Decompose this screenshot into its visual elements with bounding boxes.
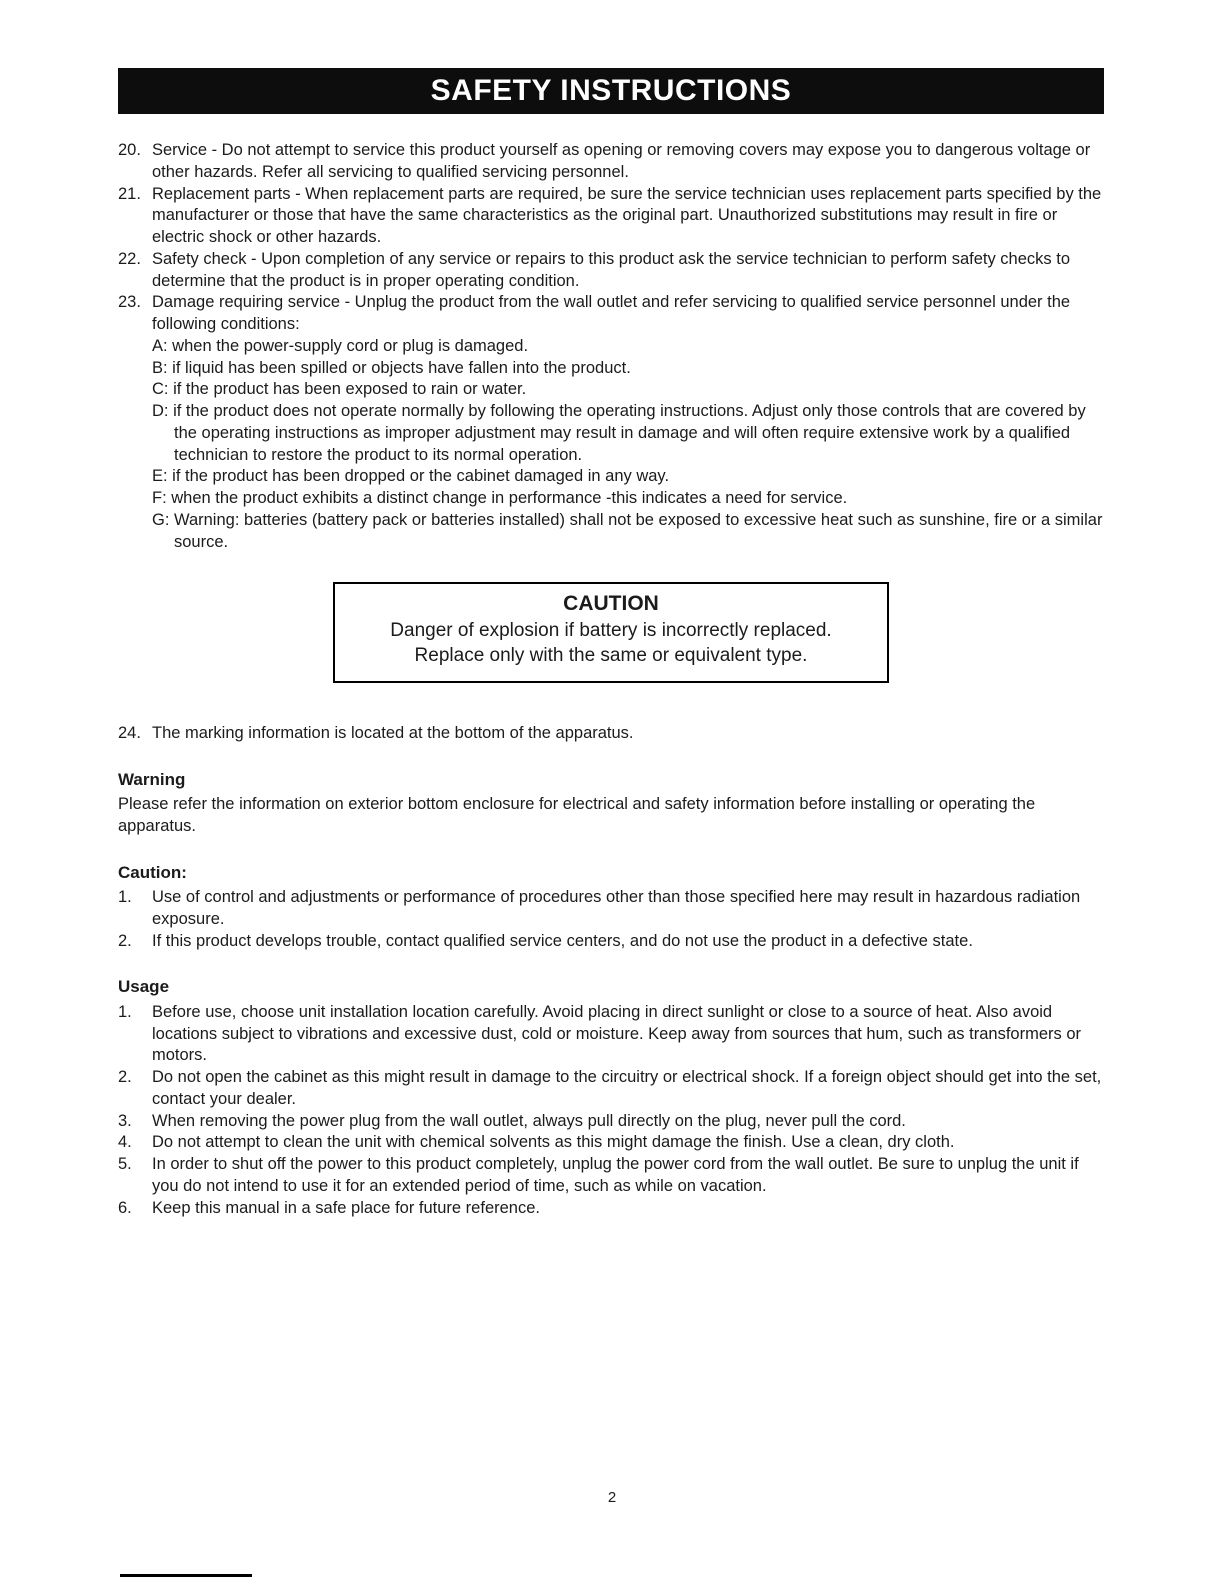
list-item-number: 1. [118, 888, 132, 906]
list-item-text: The marking information is located at the bottom of the apparatus. [152, 723, 634, 742]
list-item [118, 931, 1104, 953]
list-item [118, 184, 1104, 249]
list-item [118, 887, 1104, 931]
list-item-number: 6. [118, 1198, 132, 1217]
list-item-text: When removing the power plug from the wall outlet, always pull directly on the plug, never pull the cord. [152, 1111, 906, 1130]
caution-box-line-2: Replace only with the same or equivalent type. [414, 645, 808, 667]
list-item-number: 4. [118, 1133, 132, 1152]
list-item-number: 24. [118, 723, 141, 742]
list-item-text: Damage requiring service - Unplug the product from the wall outlet and refer servicing to qualified service personnel under the following conditions: [152, 293, 1071, 334]
sub-item: A: when the power-supply cord or plug is damaged. [152, 336, 529, 355]
list-item [118, 1067, 1104, 1111]
list-item-text: Keep this manual in a safe place for future reference. [152, 1198, 540, 1217]
sub-item: G: Warning: batteries (battery pack or batteries installed) shall not be exposed to excessive heat such as sunshine, fire or a similar source. [152, 511, 1103, 551]
list-item-number: 2. [118, 1068, 132, 1087]
sub-item: F: when the product exhibits a distinct change in performance -this indicates a need for service. [152, 489, 848, 508]
damage-service-conditions [152, 336, 1104, 554]
list-item [118, 140, 1104, 184]
list-item-text: Before use, choose unit installation location carefully. Avoid placing in direct sunlight or close to a source of heat. Also avoid locations subject to vibrations and excessive dust, cold or moisture. Keep away from sources that hum, such as transformers or motors. [152, 1002, 1082, 1065]
page-title-banner [118, 68, 1104, 114]
list-item-number: 21. [118, 184, 141, 203]
list-item [118, 723, 1104, 745]
marking-info-item [118, 723, 1104, 745]
page-title: SAFETY INSTRUCTIONS [430, 74, 792, 107]
list-item-text: Do not attempt to clean the unit with chemical solvents as this might damage the finish. Use a clean, dry cloth. [152, 1133, 955, 1152]
list-item [118, 1002, 1104, 1067]
list-item [118, 292, 1104, 336]
warning-text: Please refer the information on exterior bottom enclosure for electrical and safety information before installing or operating the apparatus. [118, 795, 1036, 835]
list-item-text: If this product develops trouble, contact qualified service centers, and do not use the product in a defective state. [152, 931, 973, 950]
bottom-left-line [120, 1574, 252, 1577]
list-item-text: Replacement parts - When replacement parts are required, be sure the service technician uses replacement parts specified by the manufacturer or those that have the same characteristics as the original part. Unauthorized substitutions may result in fire or electric shock or other hazards. [152, 184, 1102, 247]
list-item-number: 3. [118, 1111, 132, 1130]
list-item-text: Use of control and adjustments or performance of procedures other than those specified here may result in hazardous radiation exposure. [152, 888, 1081, 928]
list-item [118, 1111, 1104, 1133]
caution-box-title: CAUTION [563, 591, 659, 615]
usage-section [118, 976, 1104, 1219]
list-item-text: In order to shut off the power to this product completely, unplug the power cord from the wall outlet. Be sure to unplug the unit if you do not intend to use it for an extended period of time, such as while on vacation. [152, 1155, 1079, 1195]
list-item-number: 2. [118, 931, 132, 950]
list-item [118, 1198, 1104, 1220]
caution-box-line-1: Danger of explosion if battery is incorrectly replaced. [390, 619, 832, 641]
list-item [118, 249, 1104, 293]
caution-section [118, 862, 1104, 953]
list-item-number: 22. [118, 249, 141, 268]
list-item-number: 20. [118, 141, 141, 159]
warning-section [118, 769, 1104, 838]
sub-item: E: if the product has been dropped or the cabinet damaged in any way. [152, 467, 670, 486]
caution-heading: Caution: [118, 862, 187, 882]
sub-item: B: if liquid has been spilled or objects have fallen into the product. [152, 358, 631, 377]
list-item-number: 1. [118, 1002, 132, 1021]
caution-box [333, 582, 889, 683]
list-item-text: Safety check - Upon completion of any service or repairs to this product ask the service technician to perform safety checks to determine that the product is in proper operating condition. [152, 249, 1071, 290]
usage-heading: Usage [118, 977, 170, 997]
warning-heading: Warning [118, 769, 186, 789]
list-item-number: 5. [118, 1155, 132, 1174]
list-item-text: Service - Do not attempt to service this product yourself as opening or removing covers may expose you to dangerous voltage or other hazards. Refer all servicing to qualified servicing personnel. [152, 141, 1091, 181]
safety-instructions-list [118, 140, 1104, 554]
page-number: 2 [607, 1489, 617, 1506]
list-item-text: Do not open the cabinet as this might result in damage to the circuitry or electrical shock. If a foreign object should get into the set, contact your dealer. [152, 1068, 1102, 1108]
sub-item: D: if the product does not operate normally by following the operating instructions. Adjust only those controls that are covered by the operating instructions as improper adjustment may result in damage and will often require extensive work by a qualified technician to restore the product to its normal operation. [152, 402, 1086, 464]
list-item [118, 1132, 1104, 1154]
list-item [118, 1154, 1104, 1198]
list-item-number: 23. [118, 293, 141, 312]
sub-item: C: if the product has been exposed to rain or water. [152, 380, 527, 399]
